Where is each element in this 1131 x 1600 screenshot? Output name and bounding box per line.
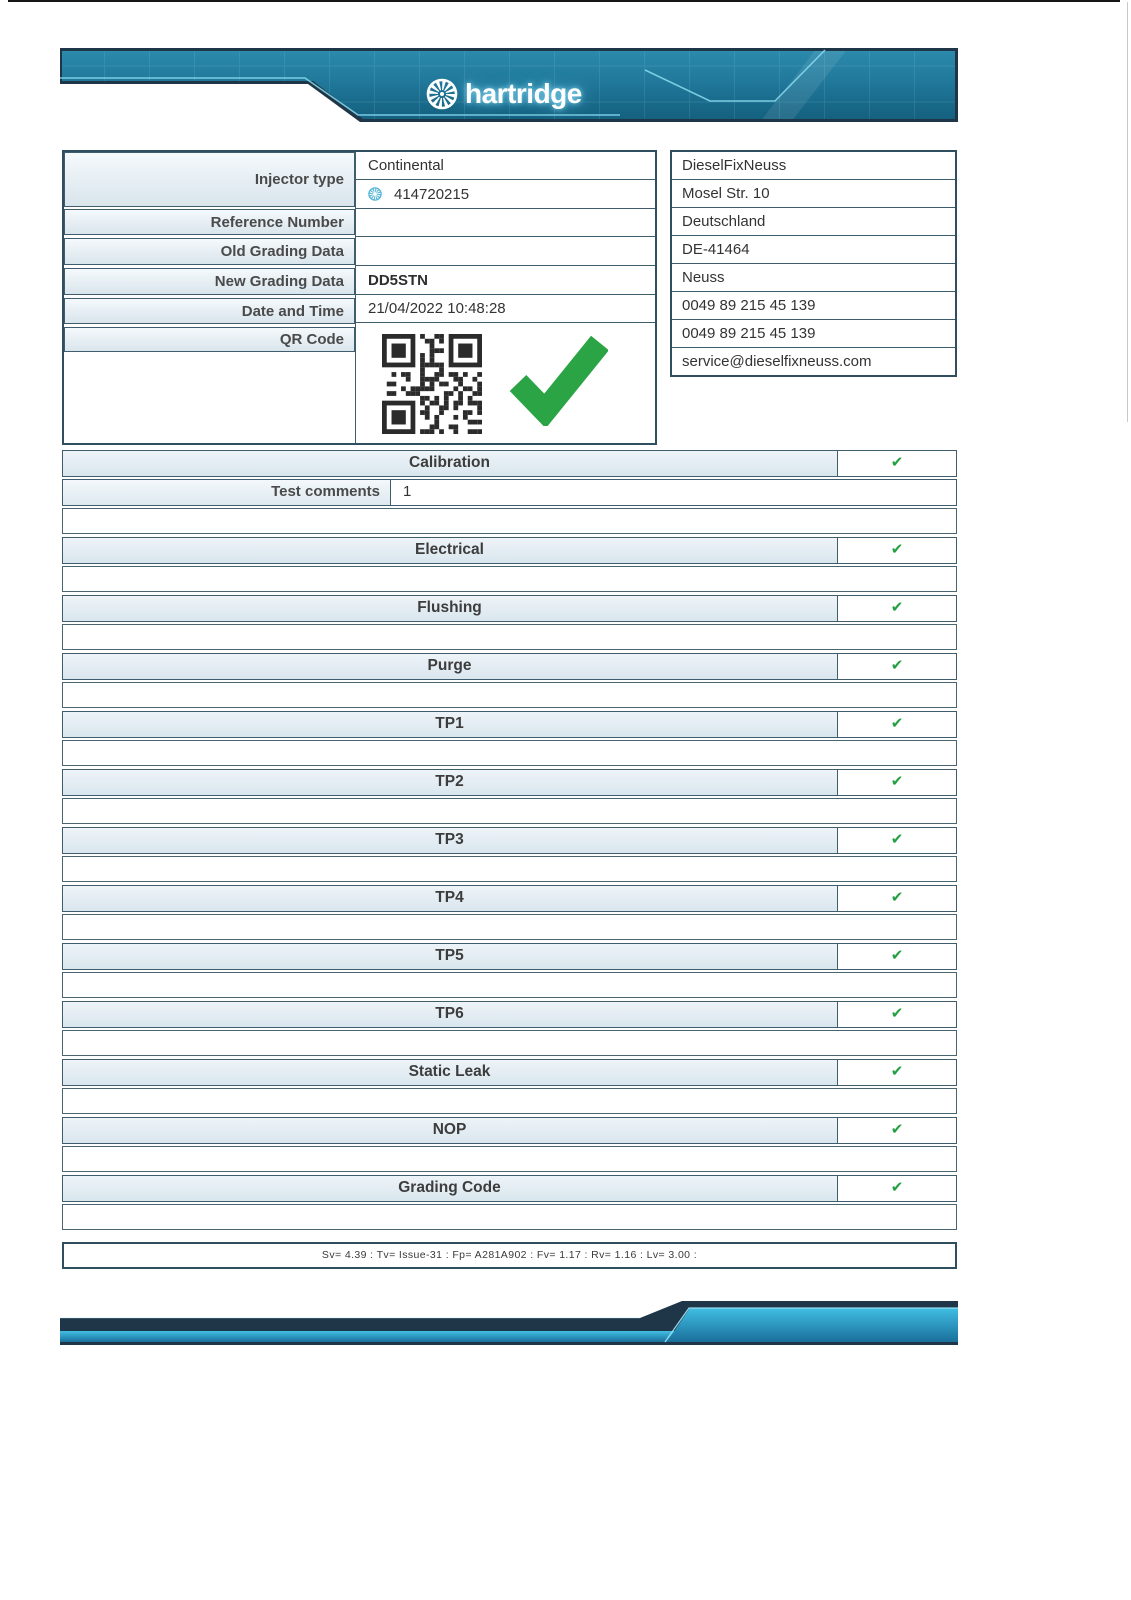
injector-serial-row: [356, 180, 655, 209]
green-check-icon: ✔: [890, 599, 904, 616]
version-info-row: Sv= 4.39 : Tv= Issue-31 : Fp= A281A902 : Fv= 1.17 : Rv= 1.16 : Lv= 3.00 :: [62, 1242, 957, 1269]
reference-number-label: Reference Number: [64, 209, 355, 235]
test-results-table: [62, 450, 957, 1269]
spacer-row: [62, 682, 957, 708]
brand-name: hartridge: [465, 78, 582, 109]
green-check-icon: ✔: [890, 1063, 904, 1080]
green-check-icon: ✔: [890, 657, 904, 674]
status-cell: [837, 1060, 956, 1085]
green-check-icon: ✔: [890, 454, 904, 471]
workshop-info-table: [670, 150, 957, 377]
date-time-label: Date and Time: [64, 298, 355, 324]
old-grading-value: [356, 237, 655, 266]
section-row-tp2: [62, 769, 957, 796]
spacer-row: [62, 1030, 957, 1056]
status-cell: [837, 596, 956, 621]
status-cell: [837, 712, 956, 737]
spacer-row: [62, 624, 957, 650]
spacer-row: [62, 740, 957, 766]
section-row-tp6: [62, 1001, 957, 1028]
green-check-icon: ✔: [890, 773, 904, 790]
qr-code-label: QR Code: [64, 327, 355, 352]
injector-serial-value: 414720215: [394, 185, 470, 203]
company-info-row: DieselFixNeuss: [672, 152, 955, 180]
spacer-row: [62, 1088, 957, 1114]
company-info-row: Mosel Str. 10: [672, 180, 955, 208]
status-cell: [837, 1002, 956, 1027]
status-cell: [837, 654, 956, 679]
section-title: TP6: [435, 1005, 464, 1022]
section-row-tp5: [62, 943, 957, 970]
page-edge-right: [1127, 2, 1128, 422]
injector-type-value: Continental: [356, 152, 655, 180]
spacer-row: [62, 566, 957, 592]
section-title: TP5: [435, 947, 464, 964]
section-row-purge: [62, 653, 957, 680]
green-check-icon: ✔: [890, 541, 904, 558]
test-comments-value: 1: [403, 483, 412, 500]
spacer-row: [62, 1204, 957, 1230]
section-row-nop: [62, 1117, 957, 1144]
section-title: Electrical: [415, 541, 484, 558]
footer-banner: [60, 1298, 958, 1345]
section-title: TP2: [435, 773, 464, 790]
section-title: Grading Code: [398, 1179, 501, 1196]
status-cell: [837, 828, 956, 853]
green-check-icon: ✔: [890, 1121, 904, 1138]
status-cell: [837, 1118, 956, 1143]
brand-logo: [426, 78, 582, 110]
section-row-static-leak: [62, 1059, 957, 1086]
section-row-grading-code: [62, 1175, 957, 1202]
spacer-row: [62, 914, 957, 940]
qr-code-cell: [356, 323, 655, 441]
injector-values-column: [355, 152, 655, 443]
big-green-check-icon: [508, 330, 608, 426]
qr-code-image: [382, 334, 482, 434]
section-title: Flushing: [417, 599, 482, 616]
footer-banner-graphic: [60, 1298, 958, 1345]
section-row-tp1: [62, 711, 957, 738]
spacer-row: [62, 798, 957, 824]
section-row-tp3: [62, 827, 957, 854]
company-info-row: 0049 89 215 45 139: [672, 292, 955, 320]
section-title: Purge: [427, 657, 472, 674]
hartridge-wheel-icon: [426, 78, 458, 110]
green-check-icon: ✔: [890, 889, 904, 906]
status-cell: [837, 886, 956, 911]
status-cell: [837, 770, 956, 795]
header-banner: [60, 48, 958, 125]
spacer-row: [62, 508, 957, 534]
new-grading-value: DD5STN: [356, 266, 655, 295]
green-check-icon: ✔: [890, 947, 904, 964]
green-check-icon: ✔: [890, 1005, 904, 1022]
green-check-icon: ✔: [890, 831, 904, 848]
green-check-icon: ✔: [890, 715, 904, 732]
old-grading-label: Old Grading Data: [64, 238, 355, 265]
company-info-row: service@dieselfixneuss.com: [682, 353, 872, 370]
reference-number-value: [356, 209, 655, 237]
page-edge-line: [8, 0, 1120, 2]
section-title: NOP: [432, 1121, 467, 1138]
status-cell: [837, 1176, 956, 1201]
green-check-icon: ✔: [890, 1179, 904, 1196]
status-cell: [837, 451, 956, 476]
section-title: Static Leak: [408, 1063, 491, 1080]
company-info-row: DE-41464: [672, 236, 955, 264]
wheel-icon-blue: [368, 187, 382, 201]
section-title: TP3: [435, 831, 464, 848]
date-time-value: 21/04/2022 10:48:28: [356, 295, 655, 323]
test-comments-row: [62, 479, 957, 506]
spacer-row: [62, 856, 957, 882]
injector-type-label: Injector type: [64, 152, 355, 207]
spacer-row: [62, 1146, 957, 1172]
sections-container: [62, 537, 957, 1230]
injector-info-table: [62, 150, 657, 445]
section-row-electrical: [62, 537, 957, 564]
company-info-row: Neuss: [672, 264, 955, 292]
section-title: TP4: [435, 889, 464, 906]
section-title: Calibration: [409, 454, 490, 471]
test-comments-label: Test comments: [63, 480, 391, 505]
status-cell: [837, 538, 956, 563]
section-row-tp4: [62, 885, 957, 912]
section-title: TP1: [435, 715, 464, 732]
spacer-row: [62, 972, 957, 998]
company-info-row: 0049 89 215 45 139: [672, 320, 955, 348]
section-row-calibration: [62, 450, 957, 477]
company-info-row: Deutschland: [672, 208, 955, 236]
status-cell: [837, 944, 956, 969]
new-grading-label: New Grading Data: [64, 268, 355, 295]
section-row-flushing: [62, 595, 957, 622]
